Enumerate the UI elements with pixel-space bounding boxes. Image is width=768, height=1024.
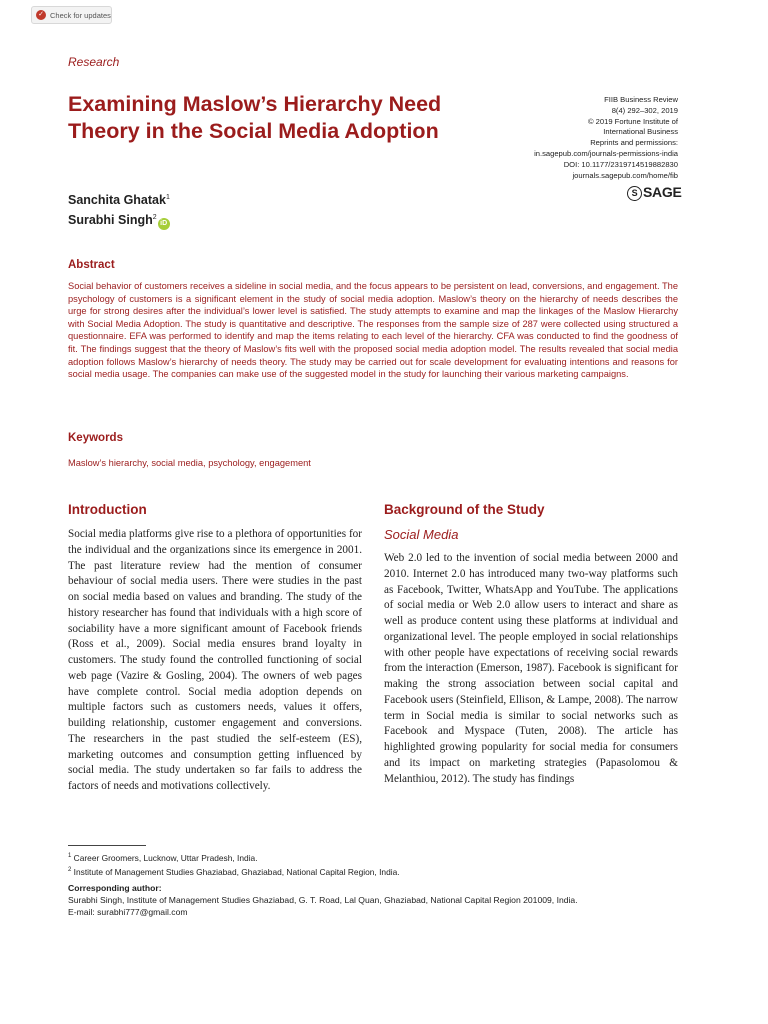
corresponding-author xyxy=(68,882,578,918)
author-1[interactable] xyxy=(68,189,170,209)
reprints-label: Reprints and permissions: xyxy=(590,138,678,148)
footnote-1 xyxy=(68,850,400,864)
author-2-name: Surabhi Singh xyxy=(68,213,153,228)
keywords-heading: Keywords xyxy=(68,432,123,444)
journal-name: FIIB Business Review xyxy=(604,95,678,104)
title-line-1: Examining Maslow’s Hierarchy Need xyxy=(68,92,442,116)
abstract-heading: Abstract xyxy=(68,259,115,271)
copyright-line-1: © 2019 Fortune Institute of xyxy=(587,116,678,126)
corresponding-address: Surabhi Singh, Institute of Management Studies Ghaziabad, G. T. Road, Lal Quan, Ghaziabad, National Capital Region 201009, India. xyxy=(68,895,578,905)
crossmark-icon: ✓ xyxy=(36,10,46,20)
title-line-2: Theory in the Social Media Adoption xyxy=(68,119,439,143)
introduction-text: Social media platforms give rise to a plethora of opportunities for the individual and the organizations since its emergence in 2001. The past literature review had the mention of consumer behaviour of social media users. There were studies in the past on social media based on values and branding. The study of the history researcher has found that individuals with a high score of sociability have a more significant amount of Facebook friends (Ross et al., 2009). Social media ensures brand loyalty in customers. The study found the controlled functioning of social web page (Vazire & Gosling, 2004). The owners of web pages have complete control. Social media adoption depends on multiple factors such as customers needs, values it offers, building relationship, customer engagement and conversions. The researchers in the past studied the self-esteem (ES), marketing outcomes and consumption getting influenced by social media. The study undertaken so far fails to address the factors of needs and motivations collectively. xyxy=(68,528,362,792)
footnote-1-text: Career Groomers, Lucknow, Uttar Pradesh, India. xyxy=(73,852,258,863)
sage-logo xyxy=(627,184,681,201)
orcid-icon[interactable]: iD xyxy=(158,218,170,230)
author-1-name: Sanchita Ghatak xyxy=(68,193,166,208)
journal-home-link[interactable]: journals.sagepub.com/home/fib xyxy=(572,170,678,180)
section-tag: Research xyxy=(68,55,120,69)
keywords-text: Maslow’s hierarchy, social media, psychology, engagement xyxy=(68,458,311,468)
introduction-heading: Introduction xyxy=(68,502,147,517)
background-text: Web 2.0 led to the invention of social media between 2000 and 2010. Internet 2.0 has introduced many two-way platforms such as Facebook, Twitter, WhatsApp and YouTube. The applications of social media or Web 2.0 allow users to interact and share as well as produce content using these platforms at individual and organizational level. The people employed in social relationships with other people have expectations of receiving social rewards from the interaction (Emerson, 1987). Facebook is significant for making the strong association between social capital and Facebook users (Steinfield, Ellison, & Lampe, 2008). The narrow term in Social media is similar to social networks such as Facebook and Myspace (Tuten, 2008). The article has highlighted growing popularity for social media for consumers and its impact on marketing strategies (Papasolomou & Melanthiou, 2012). The study has findings xyxy=(384,552,678,785)
journal-meta xyxy=(478,95,678,181)
author-2-affiliation: 2 xyxy=(152,214,157,222)
footnote-2-mark: 2 xyxy=(68,867,72,874)
footnote-divider xyxy=(68,845,146,846)
author-2[interactable] xyxy=(68,209,170,230)
corresponding-email[interactable]: E-mail: surabhi777@gmail.com xyxy=(68,907,188,917)
footnotes xyxy=(68,850,400,879)
background-heading: Background of the Study xyxy=(384,502,545,517)
doi-link[interactable]: DOI: 10.1177/2319714519882830 xyxy=(563,159,678,169)
author-list xyxy=(68,189,170,230)
journal-volume: 8(4) 292–302, 2019 xyxy=(611,105,678,115)
check-for-updates-button[interactable] xyxy=(31,6,112,24)
article-title xyxy=(68,91,488,145)
sage-s-icon: S xyxy=(627,186,642,201)
copyright-line-2: International Business xyxy=(603,127,678,137)
corresponding-label: Corresponding author: xyxy=(68,883,162,893)
abstract-text: Social behavior of customers receives a sideline in social media, and the focus appears to be persistent on lead, conversions, and engagement. The psychology of customers is a significant element in the study of social media adoption. Maslow’s theory on the hierarchy of needs describes the urge for strong desires after the individual’s lower level is satisfied. The study attempts to examine and map the linkages of the Maslow Hierarchy with Social Media Adoption. The study is quantitative and descriptive. The responses from the sample size of 287 were collected using structured a questionnaire. EFA was performed to identify and map the items relating to each level of the hierarchy. CFA was conducted to find the goodness of fit. The findings suggest that the theory of Maslow’s fits well with the proposed social media adoption model. The results revealed that social media adoption follows Maslow’s hierarchy of needs theory. The study may be carried out for scale development for evaluating intentions and reasons for social media usage. The companies can make use of the suggested model in the study for launching their various marketing campaigns. xyxy=(68,281,678,380)
check-for-updates-label: Check for updates xyxy=(50,10,111,20)
permissions-link[interactable]: in.sagepub.com/journals-permissions-india xyxy=(534,148,678,158)
author-1-affiliation: 1 xyxy=(165,194,170,201)
footnote-2 xyxy=(68,864,400,878)
sage-logo-text: SAGE xyxy=(643,184,682,200)
social-media-subheading: Social Media xyxy=(384,527,459,542)
footnote-2-text: Institute of Management Studies Ghaziabad, Ghaziabad, National Capital Region, India. xyxy=(73,867,400,878)
footnote-1-mark: 1 xyxy=(68,853,72,859)
